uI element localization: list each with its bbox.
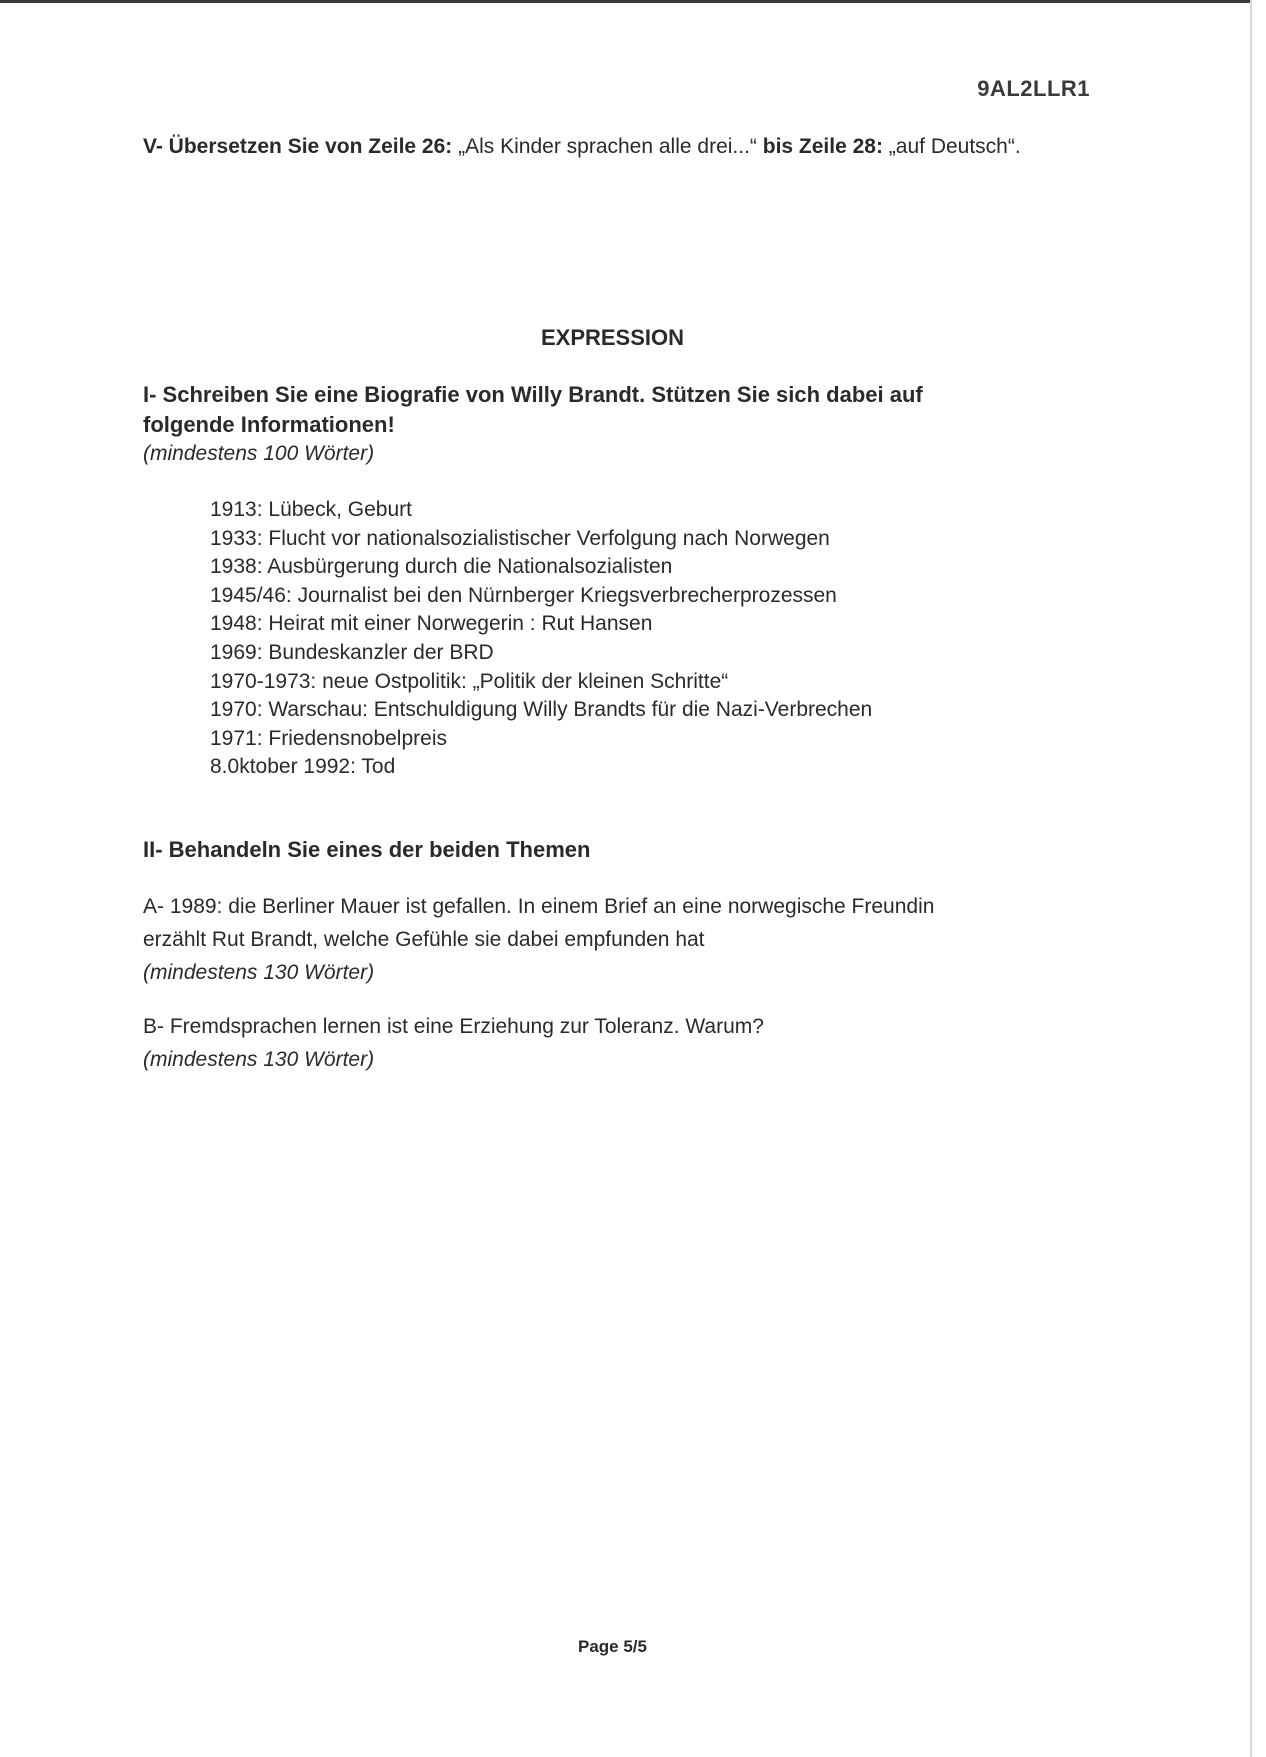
task-i — [143, 380, 923, 468]
task-ii-heading-text: II- Behandeln Sie eines der beiden Themen — [143, 837, 591, 862]
section-title: EXPRESSION — [540, 325, 685, 350]
list-item: 1945/46: Journalist bei den Nürnberger Kriegsverbrecherprozessen — [210, 583, 837, 607]
option-a-min-words: (mindestens 130 Wörter) — [143, 961, 375, 984]
top-border-line — [0, 0, 1250, 3]
task-i-min-words: (mindestens 100 Wörter) — [143, 442, 375, 465]
list-item: 1970-1973: neue Ostpolitik: „Politik der kleinen Schritte“ — [210, 669, 729, 693]
task-ii-heading — [143, 835, 590, 865]
page-edge — [1250, 0, 1252, 1757]
option-a-line1: A- 1989: die Berliner Mauer ist gefallen. In einem Brief an eine norwegische Freundin — [143, 895, 935, 918]
task-v-quote-end: „auf Deutsch“. — [882, 135, 1021, 158]
list-item: 1971: Friedensnobelpreis — [210, 726, 447, 750]
list-item: 1938: Ausbürgerung durch die Nationalsozialisten — [210, 555, 673, 579]
list-item: 8.0ktober 1992: Tod — [210, 755, 396, 779]
list-item: 1969: Bundeskanzler der BRD — [210, 640, 494, 664]
page-number: Page 5/5 — [578, 1637, 647, 1656]
list-item: 1913: Lübeck, Geburt — [210, 498, 412, 521]
task-ii-option-a — [143, 890, 1143, 989]
task-v-to-label: bis Zeile 28: — [762, 135, 883, 158]
task-i-heading-line1: I- Schreiben Sie eine Biografie von Willy Brandt. Stützen Sie sich dabei auf — [143, 382, 923, 407]
option-a-line2: erzählt Rut Brandt, welche Gefühle sie dabei empfunden hat — [143, 928, 705, 951]
task-v-quote-start: „Als Kinder sprachen alle drei...“ — [452, 135, 763, 158]
task-v-label: V- Übersetzen Sie von Zeile 26: — [143, 135, 453, 158]
option-b-line1: B- Fremdsprachen lernen ist eine Erziehung zur Toleranz. Warum? — [143, 1015, 764, 1038]
document-code: 9AL2LLR1 — [977, 76, 1090, 101]
list-item: 1948: Heirat mit einer Norwegerin : Rut Hansen — [210, 612, 653, 636]
list-item: 1933: Flucht vor nationalsozialistischer Verfolgung nach Norwegen — [210, 526, 830, 550]
task-ii-option-b — [143, 1010, 764, 1076]
task-i-heading-line2: folgende Informationen! — [143, 412, 395, 437]
task-v — [143, 130, 1083, 163]
option-b-min-words: (mindestens 130 Wörter) — [143, 1048, 375, 1071]
biography-facts-list — [210, 496, 872, 782]
list-item: 1970: Warschau: Entschuldigung Willy Brandts für die Nazi-Verbrechen — [210, 698, 873, 722]
